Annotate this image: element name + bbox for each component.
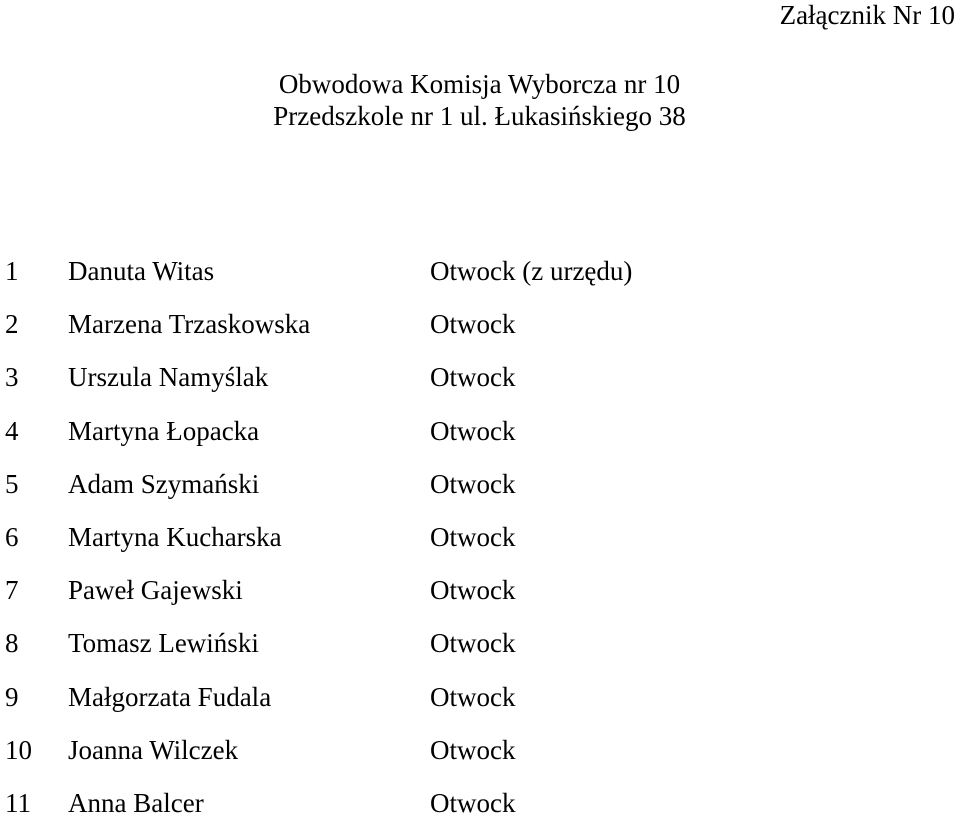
member-number: 6 — [5, 522, 19, 553]
member-row — [0, 351, 959, 404]
member-place: Otwock — [430, 309, 516, 340]
member-name: Martyna Łopacka — [68, 415, 260, 446]
member-number: 4 — [5, 415, 19, 446]
commission-address: Przedszkole nr 1 ul. Łukasińskiego 38 — [273, 101, 686, 131]
member-row — [0, 617, 959, 670]
member-row — [0, 671, 959, 724]
member-name: Martyna Kucharska — [68, 522, 282, 553]
member-row — [0, 298, 959, 351]
member-row — [0, 245, 959, 298]
commission-title: Obwodowa Komisja Wyborcza nr 10 — [278, 69, 681, 99]
member-row — [0, 777, 959, 830]
member-place: Otwock — [430, 415, 516, 446]
member-place: Otwock — [430, 681, 516, 712]
member-number: 2 — [5, 309, 19, 340]
member-row — [0, 724, 959, 777]
member-place: Otwock — [430, 628, 516, 659]
member-place: Otwock — [430, 362, 516, 393]
member-name: Paweł Gajewski — [68, 575, 243, 606]
member-number: 1 — [5, 256, 19, 287]
member-name: Joanna Wilczek — [68, 734, 239, 765]
member-place: Otwock (z urzędu) — [430, 256, 633, 287]
member-place: Otwock — [430, 787, 516, 818]
member-name: Adam Szymański — [68, 468, 260, 499]
member-name: Danuta Witas — [68, 256, 215, 287]
member-number: 10 — [5, 734, 32, 765]
member-name: Małgorzata Fudala — [68, 681, 272, 712]
member-number: 3 — [5, 362, 19, 393]
member-row — [0, 458, 959, 511]
member-name: Anna Balcer — [68, 787, 204, 818]
member-row — [0, 564, 959, 617]
document-header — [0, 68, 959, 132]
member-list — [0, 245, 959, 830]
member-name: Urszula Namyślak — [68, 362, 269, 393]
annex-label: Załącznik Nr 10 — [779, 0, 955, 30]
member-number: 8 — [5, 628, 19, 659]
member-row — [0, 405, 959, 458]
member-number: 9 — [5, 681, 19, 712]
member-place: Otwock — [430, 468, 516, 499]
member-row — [0, 511, 959, 564]
member-number: 11 — [5, 787, 31, 818]
member-name: Marzena Trzaskowska — [68, 309, 311, 340]
member-number: 5 — [5, 468, 19, 499]
member-name: Tomasz Lewiński — [68, 628, 259, 659]
member-place: Otwock — [430, 522, 516, 553]
member-place: Otwock — [430, 734, 516, 765]
member-number: 7 — [5, 575, 19, 606]
member-place: Otwock — [430, 575, 516, 606]
